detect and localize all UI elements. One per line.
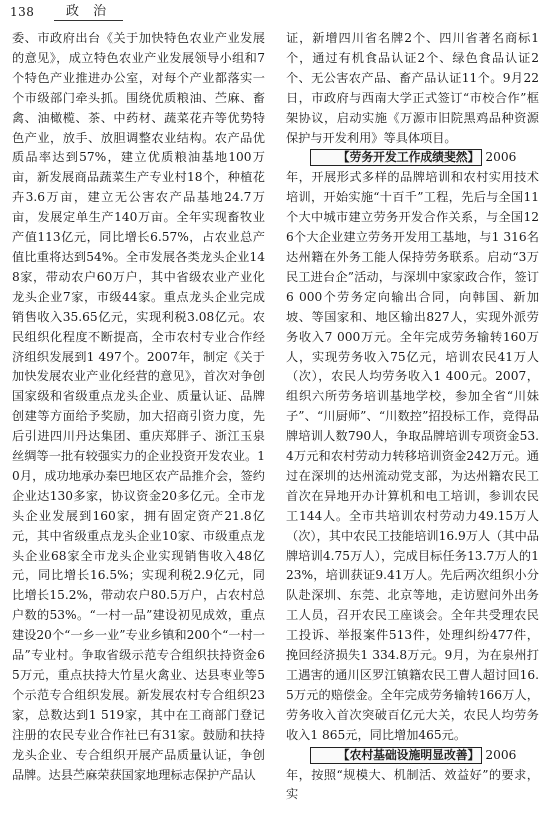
section-paragraph-infrastructure	[286, 746, 539, 806]
page-number: 138	[10, 5, 35, 19]
paragraph-text-labor: 2006年，开展形式多样的品牌培训和农村实用技术培训，开始实施“十百千”工程，先后与全国11个大中城市建立劳务开发合作关系，与全国126个大企业建立劳务开发用工基地，与1 316名达州籍在外务工能人保持劳务联系。启动“3万民工进台企”活动，与深圳中家家政合作，签订6 000个劳务定向输出合同，向韩国、新加坡、等国家和、地区输出827人，实现外派劳务收入7 000万元。全年完成劳务输转160万人，实现劳务收入75亿元，培训农民41万人（次），农民人均劳务收入1 400元。2007，组织六所劳务培训基地学校，参加全省“川妹子”、“川厨师”、“川数控”招投标工作，竞得品牌培训人数790人，争取品牌培训专项资金53.4万元和农村劳动力转移培训资金242万元。通过在深圳的达州流动党支部，为达州籍农民工首次在异地开办计算机和电工培训，参训农民工144人。全市共培训农村劳动力49.15万人（次），其中农民工技能培训16.9万人（其中品牌培训4.75万人），完成目标任务13.7万人的123%，培训获证9.41万人。先后两次组织小分队赴深圳、东莞、北京等地，走访慰问外出务工人员，召开农民工座谈会。全年共受理农民工投诉、举报案件513件，处理纠纷477件，挽回经济损失1 334.8万元。9月，为在泉州打工遇害的通川区罗江镇籍农民工曹人超讨回16.5万元的赔偿金。全年完成劳务输转166万人，劳务收入首次突破百亿元大关，农民人均劳务收入1 865元，同比增加465元。	[286, 150, 539, 742]
left-column	[12, 29, 265, 785]
right-column	[286, 29, 539, 805]
paragraph-text-infrastructure: 2006年，按照“规模大、机制活、效益好”的要求，实	[286, 747, 539, 802]
page-header	[10, 4, 540, 22]
body-paragraph: 委、市政府出台《关于加快特色农业产业发展的意见》，成立特色农业产业发展领导小组和7个特色产业推进办公室，对每个产业都落实一个市级部门牵头抓。围绕优质粮油、苎麻、畜禽、油橄榄、茶、中药材、蔬菜花卉等优势特色产业，放手、放胆调整农业结构。农产品优质品率达到57%，建立优质粮油基地100万亩，新发展商品蔬菜生产专业村18个，种植花卉3.6万亩，建立无公害农产品基地24.7万亩，发展定单生产140万亩。全年实现畜牧业产值113亿元，同比增长6.57%，占农业总产值比重将达到54%。全市发展各类龙头企业148家，带动农户60万户，其中省级农业产业化龙头企业7家，市级44家。重点龙头企业完成销售收入35.65亿元，实现利税3.08亿元。农民组织化程度不断提高，全市农村专业合作经济组织发展到1 497个。2007年，制定《关于加快发展农业产业化经营的意见》，首次对争创国家级和省级重点龙头企业、质量认证、品牌创建等方面给予奖励，加大招商引资力度，先后引进四川丹达集团、重庆郑胖子、浙江玉泉丝绸等一批有较强实力的企业投资开发农业。10月，成功地承办秦巴地区农产品推介会，签约企业达130多家，协议资金20多亿元。全市龙头企业发展到160家，拥有固定资产21.8亿元，其中省级重点龙头企业10家、市级重点龙头企业68家全市龙头企业实现销售收入48亿元，同比增长16.5%；实现利税2.9亿元，同比增长15.2%，带动农户80.5万户，占农村总户数的53%。“一村一品”建设初见成效，重点建设20个“一乡一业”专业乡镇和200个“一村一品”专业村。争取省级示范专合组织扶持资金65万元，重点扶持大竹星火禽业、达县枣业等5个示范专合组织发展。新发展农村专合组织23家，总数达到1 519家，其中在工商部门登记注册的农民专业合作社已有31家。鼓励和扶持龙头企业、专合组织开展产品质量认证，争创品牌。达县苎麻荣获国家地理标志保护产品认	[12, 31, 265, 782]
section-title: 政 治	[54, 4, 123, 21]
section-paragraph-labor	[286, 148, 539, 745]
body-paragraph: 证，新增四川省名牌2个、四川省著名商标1个，通过有机食品认证2个、绿色食品认证2个、无公害农产品、畜产品认证11个。9月22日，市政府与西南大学正式签订“市校合作”框架协议，启动实施《万源市旧院黑鸡品种资源保护与开发利用》等具体项目。	[286, 31, 539, 145]
section-heading-labor: 【劳务开发工作成绩斐然】	[310, 149, 482, 166]
section-heading-infrastructure: 【农村基础设施明显改善】	[310, 747, 482, 764]
